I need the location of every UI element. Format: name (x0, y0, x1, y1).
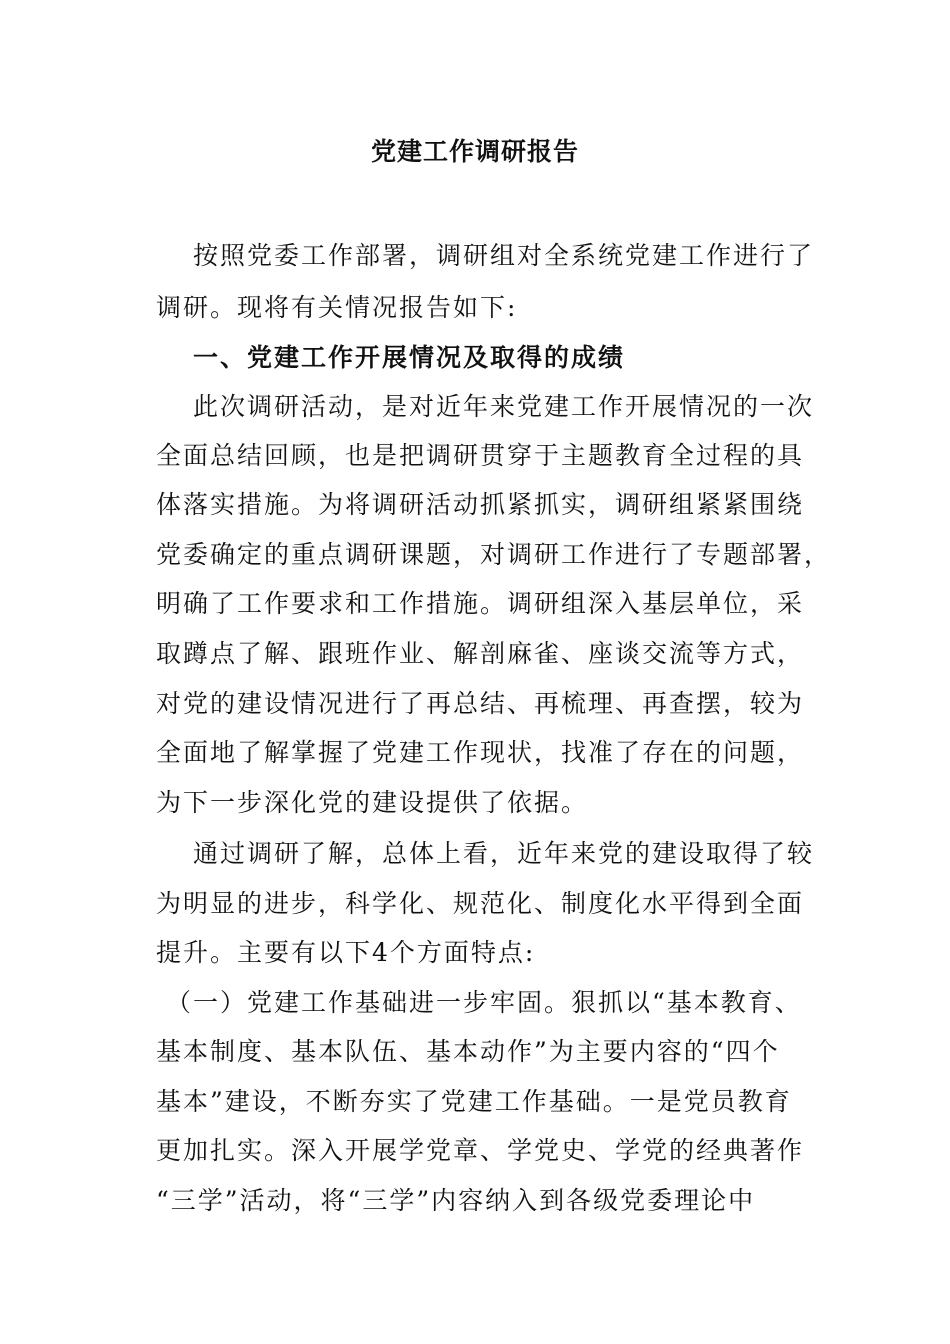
paragraph-line: 对党的建设情况进行了再总结、再梳理、再查摆，较为 (156, 689, 805, 718)
paragraph-line: 更加扎实。深入开展学党章、学党史、学党的经典著作 (156, 1136, 805, 1165)
paragraph-line: 为下一步深化党的建设提供了依据。 (156, 788, 589, 817)
paragraph-line: 基本”建设，不断夯实了党建工作基础。一是党员教育 (156, 1087, 792, 1116)
paragraph-line: 调研。现将有关情况报告如下: (156, 293, 518, 322)
paragraph-line: 明确了工作要求和工作措施。调研组深入基层单位，采 (156, 589, 805, 618)
paragraph-line: 党委确定的重点调研课题，对调研工作进行了专题部署， (156, 540, 832, 569)
paragraph-line: 提升。主要有以下4个方面特点: (156, 938, 536, 967)
paragraph-line: 取蹲点了解、跟班作业、解剖麻雀、座谈交流等方式， (156, 639, 805, 668)
paragraph-line: 为明显的进步，科学化、规范化、制度化水平得到全面 (156, 889, 805, 918)
paragraph-line: 体落实措施。为将调研活动抓紧抓实，调研组紧紧围绕 (156, 490, 805, 519)
paragraph-line: 按照党委工作部署，调研组对全系统党建工作进行了 (193, 241, 815, 270)
page-title: 党建工作调研报告 (370, 137, 579, 166)
paragraph-line: 此次调研活动，是对近年来党建工作开展情况的一次 (193, 392, 815, 421)
section-heading: 一、党建工作开展情况及取得的成绩 (193, 343, 626, 372)
paragraph-line: 全面地了解掌握了党建工作现状，找准了存在的问题， (156, 738, 805, 767)
paragraph-line: 基本制度、基本队伍、基本动作”为主要内容的“四个 (156, 1037, 780, 1066)
paragraph-line: 全面总结回顾，也是把调研贯穿于主题教育全过程的具 (156, 441, 805, 470)
paragraph-line: “三学”活动，将“三学”内容纳入到各级党委理论中 (156, 1186, 756, 1215)
paragraph-line: 通过调研了解，总体上看，近年来党的建设取得了较 (193, 839, 815, 868)
subsection-line: （一）党建工作基础进一步牢固。狠抓以“基本教育、 (166, 988, 802, 1017)
